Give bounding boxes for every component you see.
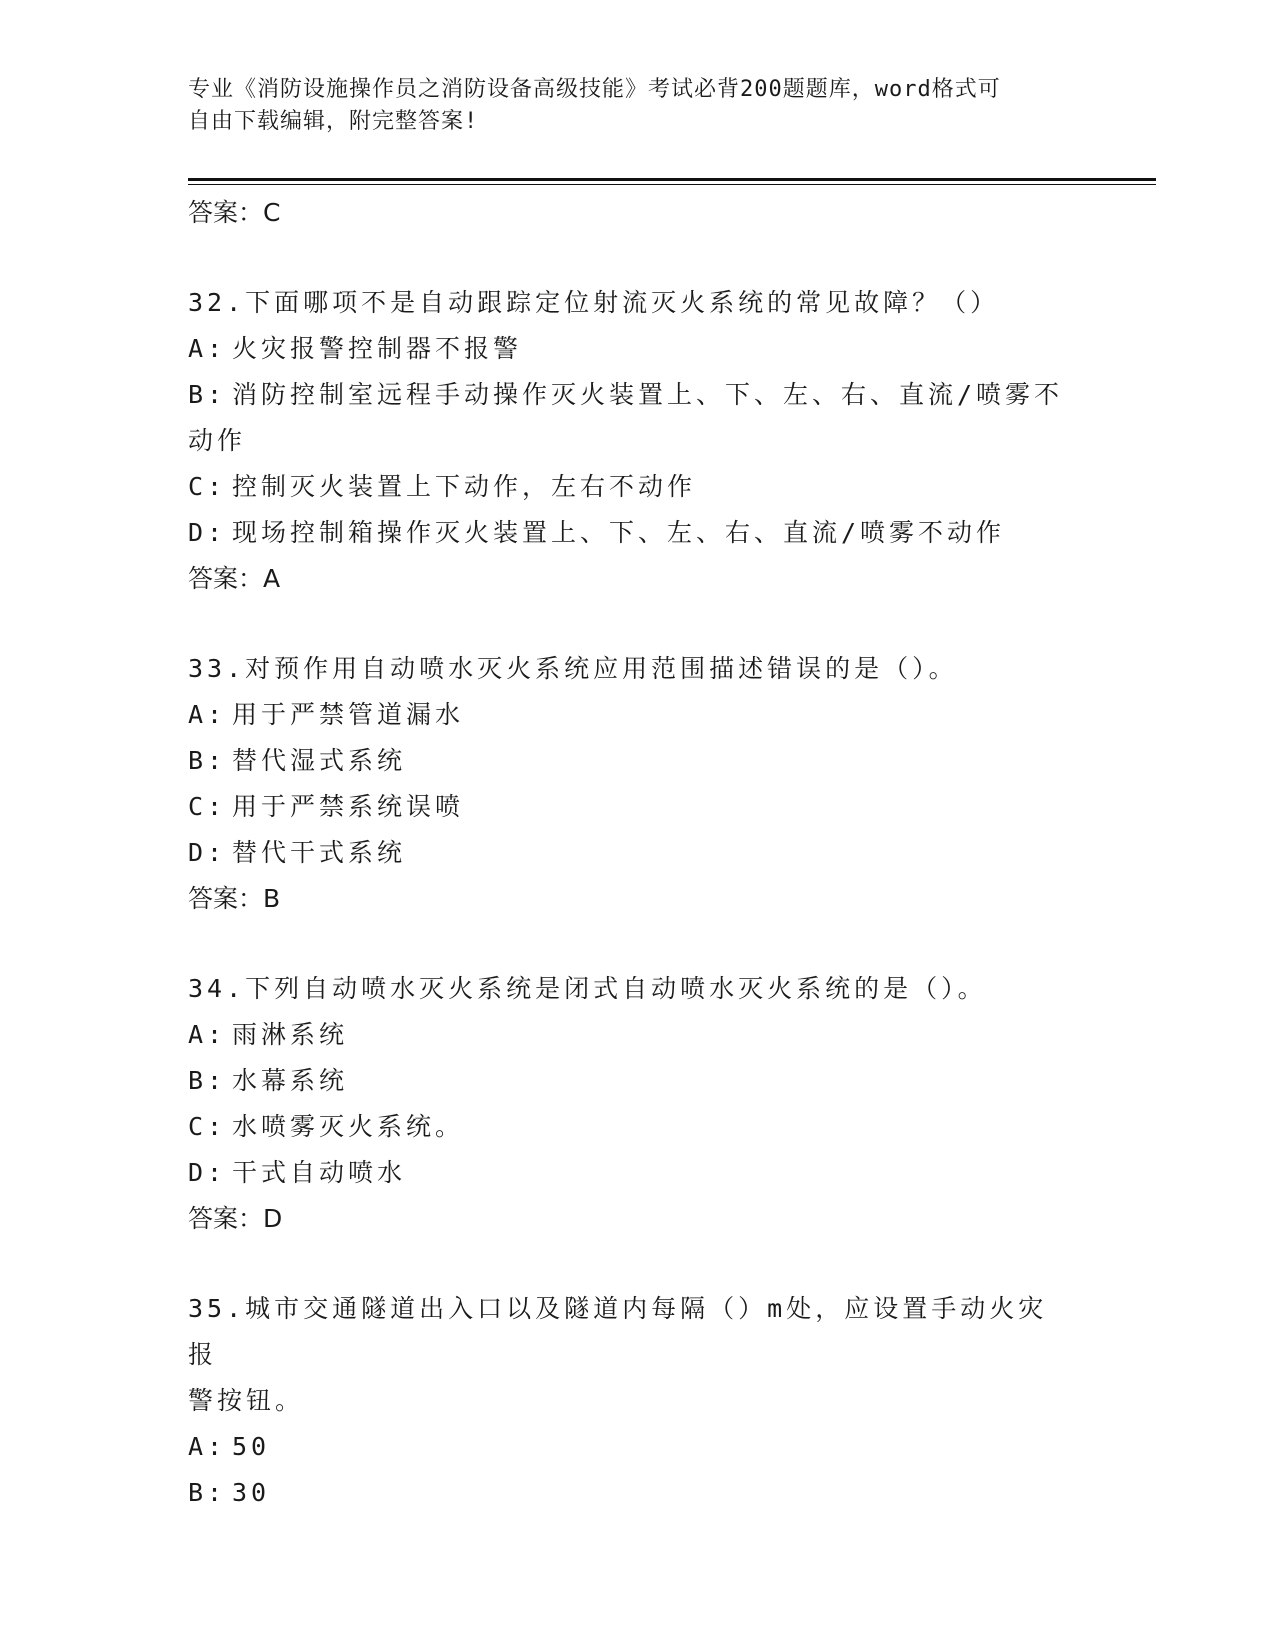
option-a: [188, 326, 1068, 372]
option-key: C:: [188, 472, 227, 501]
option-key: A:: [188, 1432, 227, 1461]
option-a: [188, 1424, 1068, 1470]
answer-label: 答案：: [188, 1204, 264, 1233]
question-32: [188, 280, 1088, 602]
option-key: C:: [188, 1112, 227, 1141]
question-stem: 32.下面哪项不是自动跟踪定位射流灭火系统的常见故障？（）: [188, 288, 1000, 317]
option-text: 消防控制室远程手动操作灭火装置上、下、左、右、直流/喷雾不: [232, 380, 1064, 409]
option-text: 30: [232, 1478, 271, 1507]
question-stem: 34.下列自动喷水灭火系统是闭式自动喷水灭火系统的是（）。: [188, 974, 987, 1003]
option-a: [188, 692, 1068, 738]
answer-label: 答案：: [188, 198, 264, 227]
question-stem: 35.城市交通隧道出入口以及隧道内每隔（）m处，应设置手动火灾报: [188, 1294, 1048, 1369]
question-34: [188, 966, 1088, 1242]
header-line-2: 自由下载编辑，附完整答案!: [188, 109, 479, 134]
question-stem: 33.对预作用自动喷水灭火系统应用范围描述错误的是（）。: [188, 654, 958, 683]
question-stem-continuation: 警按钮。: [188, 1386, 305, 1415]
option-text: 替代干式系统: [232, 838, 407, 867]
header-divider-thick: [188, 178, 1156, 181]
option-text: 水幕系统: [232, 1066, 349, 1095]
question-answer: [188, 876, 1088, 922]
option-text: 火灾报警控制器不报警: [232, 334, 523, 363]
header-line-1: 专业《消防设施操作员之消防设备高级技能》考试必背200题题库，word格式可: [188, 77, 1001, 102]
option-text: 现场控制箱操作灭火装置上、下、左、右、直流/喷雾不动作: [232, 518, 1006, 547]
option-key: A:: [188, 700, 227, 729]
option-b-continuation: 动作: [188, 426, 247, 455]
answer-value: A: [263, 564, 281, 593]
option-key: B:: [188, 1478, 227, 1507]
option-text: 用于严禁系统误喷: [232, 792, 465, 821]
option-d: [188, 830, 1068, 876]
answer-label: 答案：: [188, 564, 264, 593]
option-text: 干式自动喷水: [232, 1158, 407, 1187]
option-b: [188, 738, 1068, 784]
option-key: D:: [188, 518, 227, 547]
option-a: [188, 1012, 1068, 1058]
option-text: 雨淋系统: [232, 1020, 349, 1049]
option-key: D:: [188, 838, 227, 867]
option-b: [188, 1058, 1068, 1104]
question-answer: [188, 556, 1088, 602]
question-33: [188, 646, 1088, 922]
option-key: A:: [188, 1020, 227, 1049]
option-key: D:: [188, 1158, 227, 1187]
option-c: [188, 1104, 1068, 1150]
answer-value: C: [263, 198, 281, 227]
option-key: A:: [188, 334, 227, 363]
document-header: [188, 74, 1068, 138]
answer-value: B: [263, 884, 281, 913]
question-35: [188, 1286, 1088, 1516]
option-key: B:: [188, 746, 227, 775]
question-list: [188, 190, 1088, 1516]
option-d: [188, 510, 1068, 556]
option-b: [188, 1470, 1068, 1516]
answer-label: 答案：: [188, 884, 264, 913]
option-c: [188, 464, 1068, 510]
option-text: 控制灭火装置上下动作，左右不动作: [232, 472, 697, 501]
header-divider-thin: [188, 184, 1156, 185]
option-key: C:: [188, 792, 227, 821]
answer-value: D: [263, 1204, 283, 1233]
option-c: [188, 784, 1068, 830]
question-answer: [188, 1196, 1088, 1242]
option-key: B:: [188, 1066, 227, 1095]
option-text: 50: [232, 1432, 271, 1461]
option-key: B:: [188, 380, 227, 409]
option-text: 用于严禁管道漏水: [232, 700, 465, 729]
option-d: [188, 1150, 1068, 1196]
option-text: 水喷雾灭火系统。: [232, 1112, 465, 1141]
option-b: [188, 372, 1068, 418]
previous-answer: [188, 190, 1088, 236]
option-text: 替代湿式系统: [232, 746, 407, 775]
